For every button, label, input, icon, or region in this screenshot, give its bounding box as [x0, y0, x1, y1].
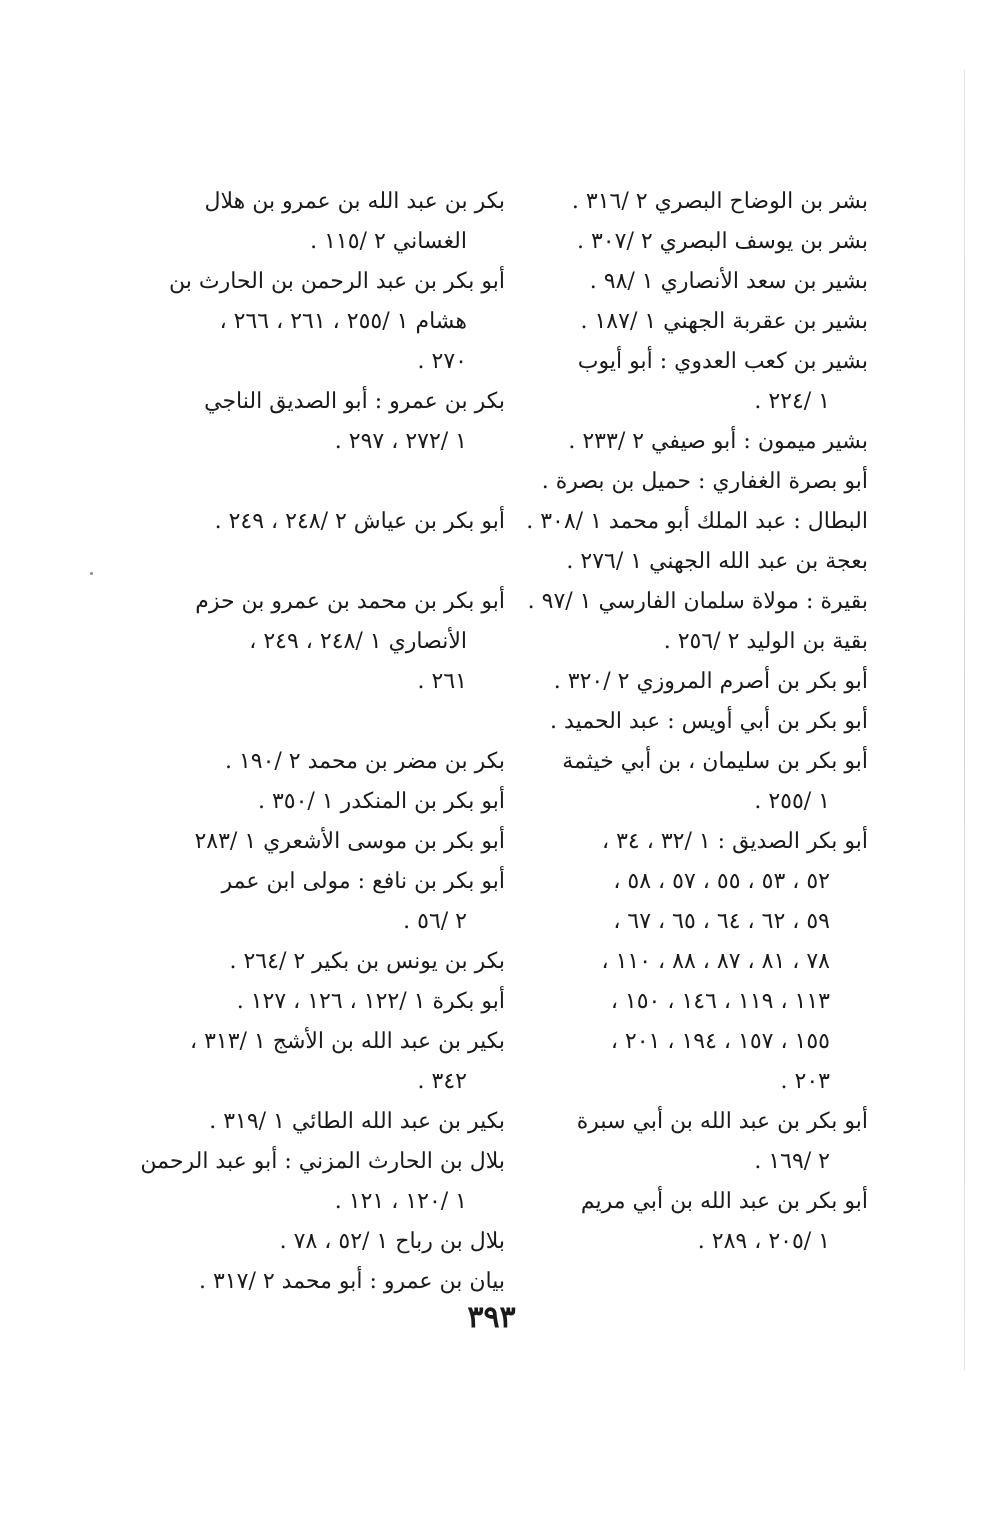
entry-heading-line: بكير بن عبد الله الطائي ١ /٣١٩ . — [209, 1109, 505, 1134]
entry-heading-line: أبو بكر بن عبد الرحمن بن الحارث بن — [169, 269, 505, 294]
index-entry — [527, 582, 868, 622]
index-entry — [170, 382, 505, 462]
index-entry — [538, 1102, 868, 1182]
index-entry — [538, 422, 868, 462]
entry-continuation-line: ٢ /٥٦ . — [403, 909, 467, 934]
index-entry — [170, 1222, 505, 1262]
index-entry — [538, 742, 868, 822]
index-entry — [170, 182, 505, 262]
entry-continuation-line: ٣٤٢ . — [417, 1069, 467, 1094]
index-entry — [170, 782, 505, 822]
index-entry — [538, 222, 868, 262]
entry-heading-line: بشير بن كعب العدوي : أبو أيوب — [577, 349, 868, 374]
entry-continuation-line: ٢٠٣ . — [780, 1069, 830, 1094]
entry-continuation-line: ١٥٥ ، ١٥٧ ، ١٩٤ ، ٢٠١ ، — [610, 1029, 830, 1054]
entry-continuation-line: ٥٩ ، ٦٢ ، ٦٤ ، ٦٥ ، ٦٧ ، — [613, 909, 830, 934]
entry-gap — [170, 542, 505, 582]
entry-heading-line: أبو بكر بن عبد الله بن أبي مريم — [580, 1189, 868, 1214]
entry-heading-line: بكر بن عمرو : أبو الصديق الناجي — [204, 389, 505, 414]
entry-heading-line: أبو بكر بن أبي أويس : عبد الحميد . — [550, 709, 868, 734]
entry-heading-line: بقية بن الوليد ٢ /٢٥٦ . — [663, 629, 868, 654]
index-entry — [538, 1182, 868, 1262]
entry-heading-line: بيان بن عمرو : أبو محمد ٢ /٣١٧ . — [198, 1269, 505, 1294]
index-entry — [140, 1142, 505, 1222]
entry-heading-line: بكر بن عبد الله بن عمرو بن هلال — [204, 189, 505, 214]
entry-continuation-line: ١ /١٢٠ ، ١٢١ . — [334, 1189, 467, 1214]
index-entry — [538, 302, 868, 342]
index-entry — [170, 582, 505, 702]
index-entry — [538, 542, 868, 582]
index-entry — [170, 742, 505, 782]
index-entry — [170, 502, 505, 542]
entry-heading-line: بكر بن يونس بن بكير ٢ /٢٦٤ . — [229, 949, 505, 974]
entry-heading-line: أبو بكر بن أصرم المروزي ٢ /٣٢٠ . — [553, 669, 868, 694]
entry-heading-line: بكر بن مضر بن محمد ٢ /١٩٠ . — [224, 749, 505, 774]
entry-heading-line: أبو بكر بن عبد الله بن أبي سبرة — [576, 1109, 868, 1134]
index-entry — [538, 262, 868, 302]
index-entry — [170, 862, 505, 942]
index-entry — [538, 462, 868, 502]
entry-continuation-line: الغساني ٢ /١١٥ . — [310, 229, 467, 254]
entry-heading-line: أبو بكر بن عياش ٢ /٢٤٨ ، ٢٤٩ . — [214, 509, 505, 534]
entry-continuation-line: ٥٢ ، ٥٣ ، ٥٥ ، ٥٧ ، ٥٨ ، — [613, 869, 830, 894]
entry-heading-line: أبو بكر الصديق : ١ /٣٢ ، ٣٤ ، — [601, 829, 868, 854]
entry-continuation-line: ١ /٢٠٥ ، ٢٨٩ . — [697, 1229, 830, 1254]
entry-heading-line: البطال : عبد الملك أبو محمد ١ /٣٠٨ . — [526, 509, 868, 534]
index-entry — [170, 1262, 505, 1302]
entry-heading-line: بشير بن سعد الأنصاري ١ /٩٨ . — [589, 269, 868, 294]
entry-heading-line: بشير ميمون : أبو صيفي ٢ /٢٣٣ . — [568, 429, 868, 454]
entry-continuation-line: هشام ١ /٢٥٥ ، ٢٦١ ، ٢٦٦ ، — [219, 309, 467, 334]
entry-heading-line: أبو بكرة ١ /١٢٢ ، ١٢٦ ، ١٢٧ . — [236, 989, 505, 1014]
index-entry — [526, 502, 868, 542]
entry-heading-line: أبو بكر بن المنكدر ١ /٣٥٠ . — [257, 789, 505, 814]
index-entry — [538, 662, 868, 702]
index-entry — [170, 982, 505, 1022]
entry-continuation-line: ٢ /١٦٩ . — [754, 1149, 830, 1174]
entry-heading-line: بلال بن الحارث المزني : أبو عبد الرحمن — [140, 1149, 505, 1174]
entry-heading-line: بشر بن يوسف البصري ٢ /٣٠٧ . — [576, 229, 868, 254]
entry-gap — [170, 702, 505, 742]
entry-continuation-line: ١ /٢٢٤ . — [754, 389, 830, 414]
entry-heading-line: بلال بن رباح ١ /٥٢ ، ٧٨ . — [279, 1229, 505, 1254]
index-entry — [170, 942, 505, 982]
index-entry — [170, 262, 505, 382]
entry-heading-line: أبو بكر بن سليمان ، بن أبي خيثمة — [562, 749, 868, 774]
index-entry — [538, 702, 868, 742]
entry-heading-line: أبو بكر بن نافع : مولى ابن عمر — [221, 869, 505, 894]
entry-heading-line: أبو بكر بن موسى الأشعري ١ /٢٨٣ — [194, 829, 505, 854]
entry-continuation-line: ٢٦١ . — [417, 669, 467, 694]
entry-continuation-line: ١ /٢٥٥ . — [754, 789, 830, 814]
entry-continuation-line: ١ /٢٧٢ ، ٢٩٧ . — [334, 429, 467, 454]
entry-continuation-line: ٧٨ ، ٨١ ، ٨٧ ، ٨٨ ، ١١٠ ، — [601, 949, 830, 974]
index-entry — [538, 342, 868, 422]
entry-continuation-line: ٢٧٠ . — [417, 349, 467, 374]
index-column-left — [140, 182, 505, 1302]
entry-heading-line: أبو بصرة الغفاري : حميل بن بصرة . — [541, 469, 868, 494]
page-edge-line — [964, 70, 965, 1370]
entry-continuation-line: الأنصاري ١ /٢٤٨ ، ٢٤٩ ، — [249, 629, 467, 654]
entry-gap — [170, 462, 505, 502]
index-entry — [170, 822, 505, 862]
entry-heading-line: بشير بن عقربة الجهني ١ /١٨٧ . — [580, 309, 868, 334]
index-entry — [538, 182, 868, 222]
index-entry — [538, 622, 868, 662]
entry-heading-line: بشر بن الوضاح البصري ٢ /٣١٦ . — [571, 189, 868, 214]
index-entry — [170, 1022, 505, 1102]
entry-heading-line: بكير بن عبد الله بن الأشج ١ /٣١٣ ، — [189, 1029, 505, 1054]
entry-heading-line: بعجة بن عبد الله الجهني ١ /٢٧٦ . — [566, 549, 868, 574]
entry-continuation-line: ١١٣ ، ١١٩ ، ١٤٦ ، ١٥٠ ، — [610, 989, 830, 1014]
index-entry — [538, 822, 868, 1102]
index-column-right — [526, 182, 868, 1262]
scan-speck — [90, 572, 93, 575]
entry-heading-line: أبو بكر بن محمد بن عمرو بن حزم — [195, 589, 505, 614]
entry-heading-line: بقيرة : مولاة سلمان الفارسي ١ /٩٧ . — [527, 589, 868, 614]
index-entry — [170, 1102, 505, 1142]
page-number: ٣٩٣ — [467, 1300, 516, 1335]
